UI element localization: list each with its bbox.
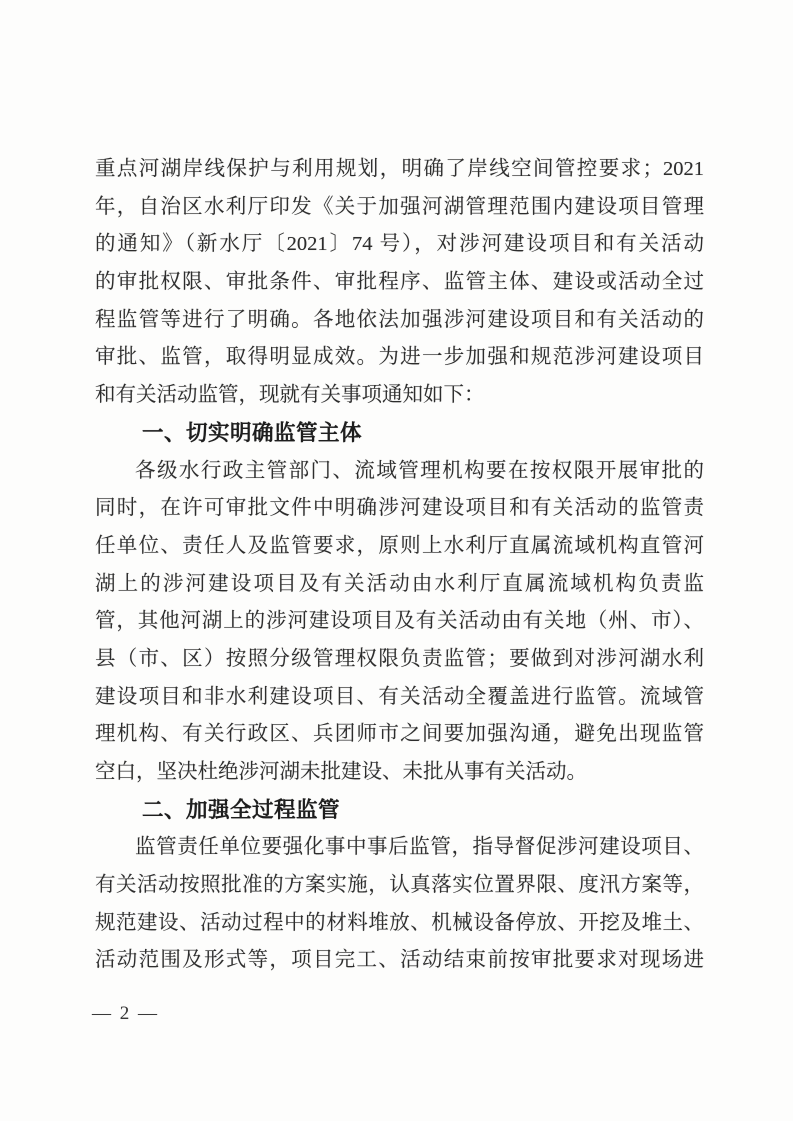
text-line: 空白，坚决杜绝涉河湖未批建设、未批从事有关活动。 xyxy=(95,761,587,783)
text-line: 有关活动按照批准的方案实施，认真落实位置界限、度汛方案等， xyxy=(95,874,704,897)
text-line: 的通知》（新水厅〔2021〕74 号），对涉河建设项目和有关活动 xyxy=(95,233,704,256)
text-line: 的审批权限、审批条件、审批程序、监管主体、建设或活动全过 xyxy=(95,271,704,294)
text-line: 程监管等进行了明确。各地依法加强涉河建设项目和有关活动的 xyxy=(95,308,704,331)
text-line: 审批、监管，取得明显成效。为进一步加强和规范涉河建设项目 xyxy=(95,346,704,369)
text-line: 各级水行政主管部门、流域管理机构要在按权限开展审批的 xyxy=(135,459,704,482)
text-line: 规范建设、活动过程中的材料堆放、机械设备停放、开挖及堆土、 xyxy=(95,911,704,934)
text-line: 建设项目和非水利建设项目、有关活动全覆盖进行监管。流域管 xyxy=(95,685,704,708)
text-line: 县（市、区）按照分级管理权限负责监管；要做到对涉河湖水利 xyxy=(95,647,704,670)
text-line: 任单位、责任人及监管要求，原则上水利厅直属流域机构直管河 xyxy=(95,534,704,557)
text-line: 活动范围及形式等，项目完工、活动结束前按审批要求对现场进 xyxy=(95,949,704,972)
document-body xyxy=(95,151,704,980)
text-line: 和有关活动监管，现就有关事项通知如下： xyxy=(95,384,485,407)
text-line: 湖上的涉河建设项目及有关活动由水利厅直属流域机构负责监 xyxy=(95,572,704,595)
page-number: — 2 — xyxy=(92,1003,159,1024)
text-line: 同时，在许可审批文件中明确涉河建设项目和有关活动的监管责 xyxy=(95,497,704,520)
section-heading-2: 二、加强全过程监管 xyxy=(142,797,341,822)
text-line: 管，其他河湖上的涉河建设项目及有关活动由有关地（州、市）、 xyxy=(95,610,704,633)
text-line: 年，自治区水利厅印发《关于加强河湖管理范围内建设项目管理 xyxy=(95,195,704,218)
section-heading-1: 一、切实明确监管主体 xyxy=(142,420,363,445)
text-line: 重点河湖岸线保护与利用规划，明确了岸线空间管控要求；2021 xyxy=(95,158,704,180)
text-line: 监管责任单位要强化事中事后监管，指导督促涉河建设项目、 xyxy=(135,836,704,859)
text-line: 理机构、有关行政区、兵团师市之间要加强沟通，避免出现监管 xyxy=(95,723,704,746)
